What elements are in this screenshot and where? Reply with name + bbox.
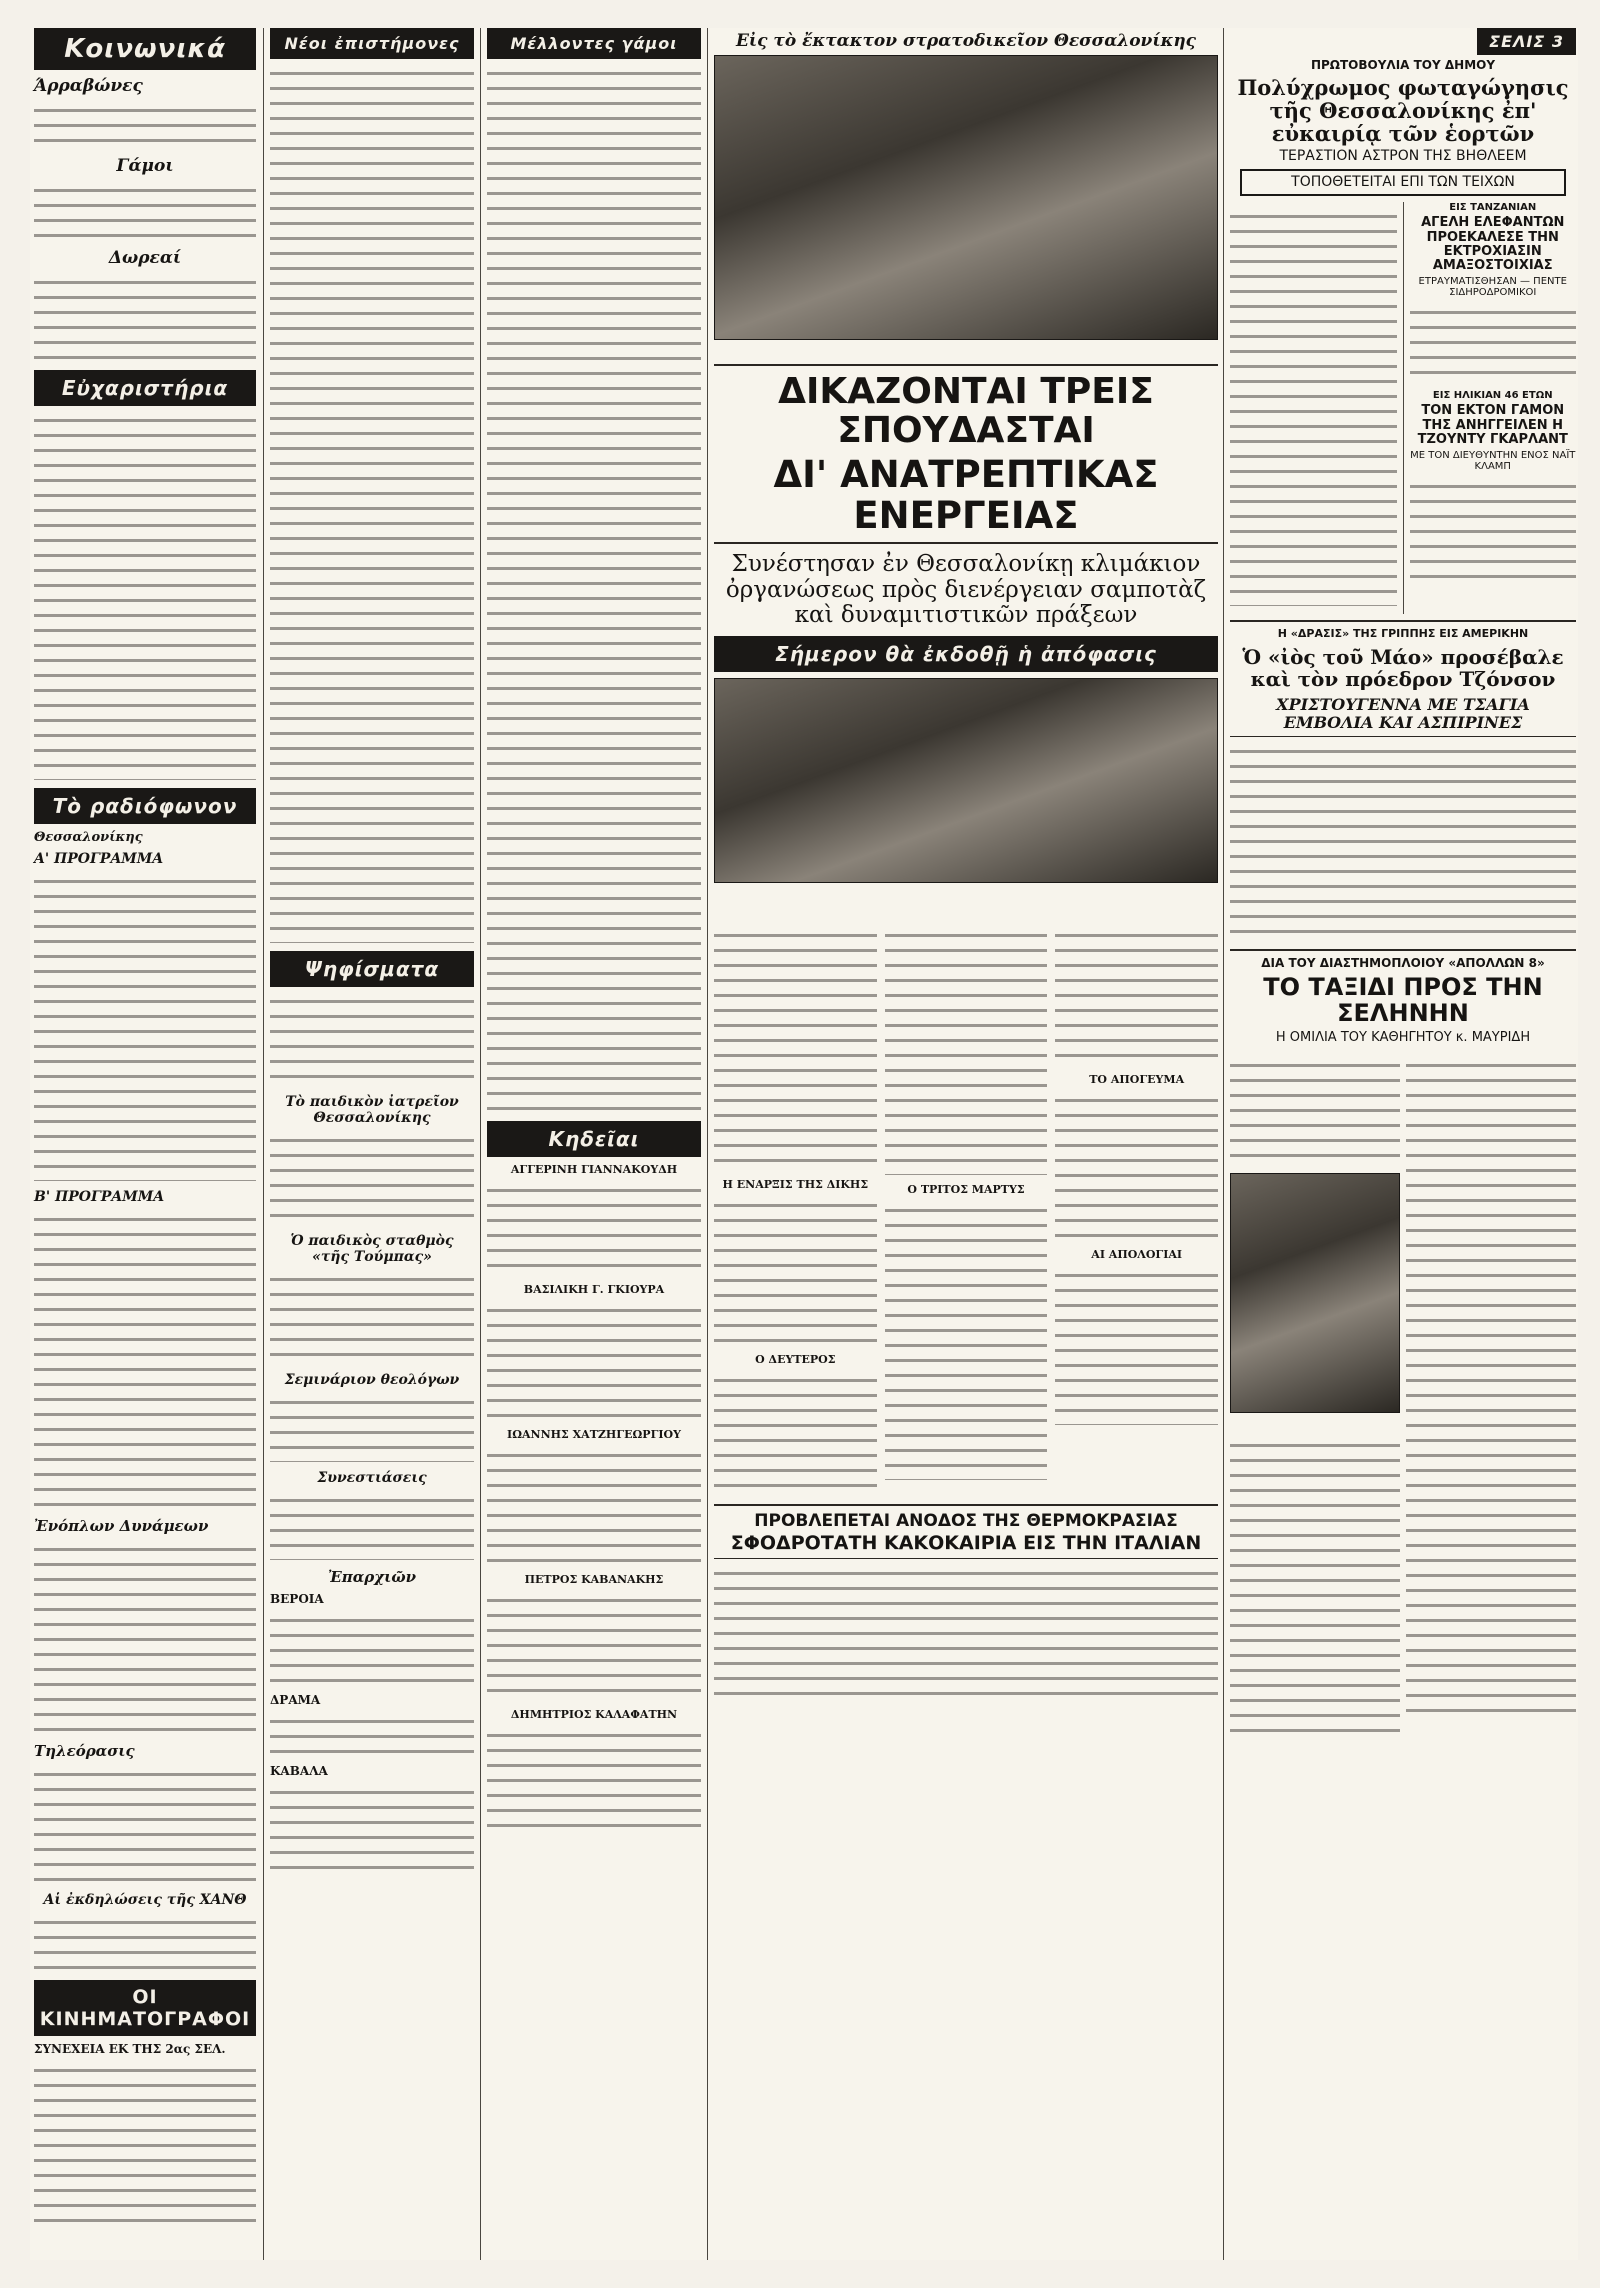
text-column bbox=[270, 63, 474, 943]
court-photo bbox=[714, 55, 1218, 340]
obituary-name: ΒΑΣΙΛΙΚΗ Γ. ΓΚΙΟΥΡΑ bbox=[523, 1283, 665, 1296]
story-column-1 bbox=[714, 921, 877, 1498]
text-column bbox=[34, 1912, 256, 1972]
obituary-name: ΠΕΤΡΟΣ ΚΑΒΑΝΑΚΗΣ bbox=[524, 1573, 664, 1586]
obituary-name: ΙΩΑΝΝΗΣ ΧΑΤΖΗΓΕΩΡΓΙΟΥ bbox=[507, 1428, 681, 1441]
story-column-2 bbox=[885, 921, 1048, 1498]
text-column bbox=[34, 1539, 256, 1734]
apollo-body bbox=[1230, 1051, 1576, 1743]
defendants-photo bbox=[714, 678, 1218, 883]
column-divider bbox=[707, 28, 708, 2260]
main-deck: Συνέστησαν ἐν Θεσσαλονίκῃ κλιμάκιον ὀργανώσεως πρὸς διενέργειαν σαμποτὰζ καὶ δυναμιτιστικῶν πράξεων bbox=[725, 551, 1207, 628]
cinemas-sub: ΣΥΝΕΧΕΙΑ ΕΚ ΤΗΣ 2ας ΣΕΛ. bbox=[34, 2042, 226, 2056]
column-notices bbox=[270, 28, 474, 2260]
weather-headline-1: ΠΡΟΒΛΕΠΕΤΑΙ ΑΝΟΔΟΣ ΤΗΣ ΘΕΡΜΟΚΡΑΣΙΑΣ bbox=[754, 1511, 1178, 1532]
social-banner: Κοινωνικά bbox=[34, 28, 256, 70]
text-column bbox=[34, 1209, 256, 1509]
text-column bbox=[34, 410, 256, 780]
story-body bbox=[714, 921, 1218, 1498]
defendants-caption bbox=[714, 887, 1218, 915]
text-column bbox=[270, 1610, 474, 1685]
city-kavala: ΚΑΒΑΛΑ bbox=[270, 1764, 328, 1778]
garland-sub: ΜΕ ΤΟΝ ΔΙΕΥΘΥΝΤΗΝ ΕΝΟΣ ΝΑΪΤ ΚΛΑΜΠ bbox=[1410, 450, 1576, 473]
tanzania-sub: ΕΤΡΑΥΜΑΤΙΣΘΗΣΑΝ — ΠΕΝΤΕ ΣΙΔΗΡΟΔΡΟΜΙΚΟΙ bbox=[1418, 276, 1567, 299]
story-column-3 bbox=[1055, 921, 1218, 1498]
funerals-banner: Κηδεῖαι bbox=[487, 1121, 701, 1157]
tanzania-headline: ΑΓΕΛΗ ΕΛΕΦΑΝΤΩΝ ΠΡΟΕΚΑΛΕΣΕ ΤΗΝ ΕΚΤΡΟΧΙΑΣΙΝ ΑΜΑΞΟΣΤΟΙΧΙΑΣ bbox=[1421, 215, 1565, 274]
text-column bbox=[487, 1445, 701, 1565]
text-column bbox=[487, 1300, 701, 1420]
section-trial: Η ΕΝΑΡΞΙΣ ΤΗΣ ΔΙΚΗΣ bbox=[722, 1178, 869, 1192]
flu-sub-2: ΕΜΒΟΛΙΑ ΚΑΙ ΑΣΠΙΡΙΝΕΣ bbox=[1283, 712, 1523, 732]
main-headline-line2: ΔΙ' ΑΝΑΤΡΕΠΤΙΚΑΣ ΕΝΕΡΓΕΙΑΣ bbox=[773, 452, 1159, 537]
text-column bbox=[270, 991, 474, 1086]
text-column bbox=[487, 63, 701, 1113]
votes-banner: Ψηφίσματα bbox=[270, 951, 474, 987]
lecture-caption bbox=[1230, 1417, 1400, 1431]
apollo-headline: ΤΟ ΤΑΞΙΔΙ ΠΡΟΣ ΤΗΝ ΣΕΛΗΝΗΝ bbox=[1263, 972, 1543, 1028]
garland-kicker: ΕΙΣ ΗΛΙΚΙΑΝ 46 ΕΤΩΝ bbox=[1432, 390, 1553, 402]
main-headline-line1: ΔΙΚΑΖΟΝΤΑΙ ΤΡΕΙΣ ΣΠΟΥΔΑΣΤΑΙ bbox=[778, 370, 1154, 452]
newspaper-page bbox=[30, 28, 1578, 2260]
text-column bbox=[270, 1269, 474, 1364]
text-column bbox=[34, 100, 256, 148]
column-divider bbox=[263, 28, 264, 2260]
program-b-heading: Β' ΠΡΟΓΡΑΜΜΑ bbox=[34, 1189, 165, 1205]
text-column bbox=[34, 272, 256, 362]
children-doctor-heading: Τὸ παιδικὸν ἰατρεῖον Θεσσαλονίκης bbox=[285, 1094, 459, 1126]
text-column bbox=[270, 1392, 474, 1462]
donations-heading: Δωρεαί bbox=[108, 248, 182, 268]
city-drama: ΔΡΑΜΑ bbox=[270, 1693, 321, 1707]
text-column bbox=[270, 1782, 474, 1877]
radio-banner: Τὸ ραδιόφωνον bbox=[34, 788, 256, 824]
sidebar-briefs bbox=[1410, 202, 1577, 614]
column-weddings bbox=[487, 28, 701, 2260]
lectures-heading: Σεμινάριον θεολόγων bbox=[284, 1372, 460, 1388]
section-apologies: ΑΙ ΑΠΟΛΟΓΙΑΙ bbox=[1091, 1248, 1183, 1262]
column-social bbox=[34, 28, 256, 2260]
flu-sub-1: ΧΡΙΣΤΟΥΓΕΝΝΑ ΜΕ ΤΣΑΓΙΑ bbox=[1276, 695, 1530, 715]
page-label: ΣΕΛΙΣ 3 bbox=[1477, 28, 1576, 55]
text-column bbox=[487, 1725, 701, 1835]
city-veria: ΒΕΡΟΙΑ bbox=[270, 1592, 324, 1606]
apollo-kicker: ΔΙΑ ΤΟΥ ΔΙΑΣΤΗΜΟΠΛΟΙΟΥ «ΑΠΟΛΛΩΝ 8» bbox=[1261, 955, 1545, 970]
star-subhead: ΤΕΡΑΣΤΙΟΝ ΑΣΤΡΟΝ ΤΗΣ ΒΗΘΛΕΕΜ bbox=[1279, 148, 1527, 165]
text-column bbox=[34, 180, 256, 240]
television-heading: Τηλεόρασις bbox=[34, 1742, 135, 1760]
walls-subhead: ΤΟΠΟΘΕΤΕΙΤΑΙ ΕΠΙ ΤΩΝ ΤΕΙΧΩΝ bbox=[1240, 169, 1566, 196]
new-scientists-banner: Νέοι ἐπιστήμονες bbox=[270, 28, 474, 59]
section-second: Ο ΔΕΥΤΕΡΟΣ bbox=[755, 1353, 836, 1367]
future-weddings-banner: Μέλλοντες γάμοι bbox=[487, 28, 701, 59]
verdict-banner: Σήμερον θὰ ἐκδοθῇ ἡ ἀπόφασις bbox=[714, 636, 1218, 672]
section-afternoon: ΤΟ ΑΠΟΓΕΥΜΑ bbox=[1089, 1073, 1185, 1087]
lighting-body bbox=[1230, 202, 1397, 614]
obituary-name: ΔΗΜΗΤΡΙΟΣ ΚΑΛΑΦΑΤΗΝ bbox=[510, 1708, 678, 1721]
right-body-split bbox=[1230, 202, 1576, 614]
text-column bbox=[270, 1490, 474, 1560]
column-divider bbox=[480, 28, 481, 2260]
radio-station: Θεσσαλονίκης bbox=[34, 830, 143, 845]
text-column bbox=[714, 1563, 1218, 1698]
text-column bbox=[487, 1180, 701, 1275]
cinemas-banner: ΟΙ ΚΙΝΗΜΑΤΟΓΡΑΦΟΙ bbox=[34, 1980, 256, 2036]
tanzania-kicker: ΕΙΣ ΤΑΝΖΑΝΙΑΝ bbox=[1449, 202, 1537, 214]
text-column bbox=[270, 1130, 474, 1225]
meetings-heading: Συνεστιάσεις bbox=[317, 1470, 427, 1486]
children-station-heading: Ὁ παιδικὸς σταθμὸς «τῆς Τούμπας» bbox=[290, 1233, 454, 1265]
text-column bbox=[34, 2060, 256, 2230]
lighting-headline: Πολύχρωμος φωταγώγησις τῆς Θεσσαλονίκης ἐπ' εὐκαιρίᾳ τῶν ἑορτῶν bbox=[1237, 75, 1569, 147]
xano-heading: Αἱ ἐκδηλώσεις τῆς ΧΑΝΘ bbox=[43, 1892, 247, 1908]
flu-headline: Ὁ «ἰὸς τοῦ Μάο» προσέβαλε καὶ τὸν πρόεδρον Τζόνσον bbox=[1242, 645, 1564, 692]
garland-headline: ΤΟΝ ΕΚΤΟΝ ΓΑΜΟΝ ΤΗΣ ΑΝΗΓΓΕΙΛΕΝ Η ΤΖΟΥΝΤΥ ΓΚΑΡΛΑΝΤ bbox=[1417, 403, 1568, 448]
text-column bbox=[34, 871, 256, 1181]
thanks-banner: Εὐχαριστήρια bbox=[34, 370, 256, 406]
obituary-name: ΑΓΓΕΡΙΝΗ ΓΙΑΝΝΑΚΟΥΔΗ bbox=[510, 1163, 678, 1176]
column-right bbox=[1230, 28, 1576, 2260]
text-column bbox=[34, 1764, 256, 1884]
program-a-heading: Α' ΠΡΟΓΡΑΜΜΑ bbox=[34, 851, 164, 867]
armed-forces-heading: Ἐνόπλων Δυνάμεων bbox=[34, 1517, 209, 1535]
photo-title: Εἰς τὸ ἔκτακτον στρατοδικεῖον Θεσσαλονίκης bbox=[735, 31, 1197, 51]
column-divider bbox=[1223, 28, 1224, 2260]
section-third-witness: Ο ΤΡΙΤΟΣ ΜΑΡΤΥΣ bbox=[907, 1183, 1025, 1197]
weddings-heading: Γάμοι bbox=[116, 156, 174, 176]
engagements-heading: Άρραβώνες bbox=[34, 76, 143, 96]
text-column bbox=[1230, 741, 1576, 941]
text-column bbox=[270, 1711, 474, 1756]
text-column bbox=[487, 1590, 701, 1700]
photo-caption bbox=[714, 344, 1218, 358]
provinces-heading: Ἐπαρχιῶν bbox=[327, 1568, 417, 1586]
weather-headline-2: ΣΦΟΔΡΟΤΑΤΗ ΚΑΚΟΚΑΙΡΙΑ ΕΙΣ ΤΗΝ ΙΤΑΛΙΑΝ bbox=[730, 1531, 1202, 1554]
lecture-photo bbox=[1230, 1173, 1400, 1413]
flu-kicker: Η «ΔΡΑΣΙΣ» ΤΗΣ ΓΡΙΠΠΗΣ ΕΙΣ ΑΜΕΡΙΚΗΝ bbox=[1277, 627, 1529, 641]
apollo-sub: Η ΟΜΙΛΙΑ ΤΟΥ ΚΑΘΗΓΗΤΟΥ κ. ΜΑΥΡΙΔΗ bbox=[1275, 1029, 1531, 1045]
column-center-story bbox=[714, 28, 1218, 2260]
kicker: ΠΡΩΤΟΒΟΥΛΙΑ ΤΟΥ ΔΗΜΟΥ bbox=[1310, 58, 1496, 72]
